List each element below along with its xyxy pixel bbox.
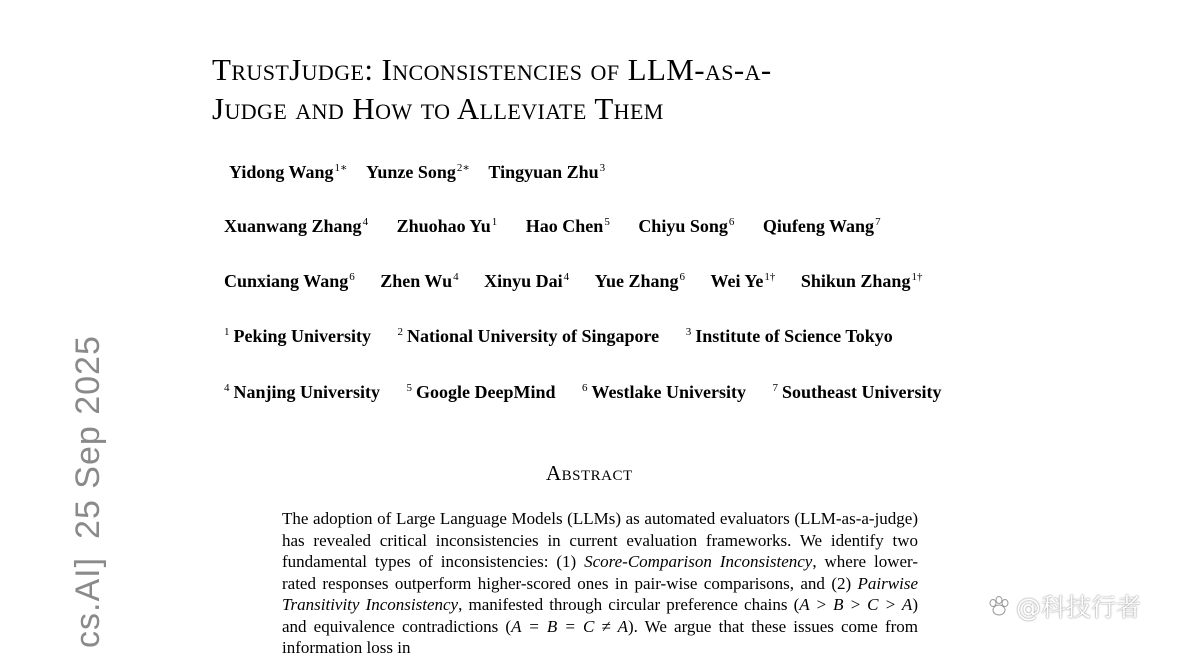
author: Hao Chen$^5$: [525, 216, 610, 236]
author: Qiufeng Wang$^7$: [762, 216, 881, 236]
affiliation: $^4$ Nanjing University: [224, 382, 381, 402]
authors-row-3: [224, 271, 922, 292]
affiliations-row-1: [224, 326, 893, 347]
author: Wei $Ye^{1\dagger}$: [710, 271, 776, 291]
author: Xuanwang Zhang$^4$: [224, 216, 369, 236]
author: Cunxiang Wang$^6$: [224, 271, 355, 291]
author: Shikun Zhang$^{1\dagger}$: [800, 271, 923, 291]
authors-row-1: [229, 161, 605, 183]
affiliations-row-2: [224, 382, 942, 403]
math-expression: A = B = C ≠ A: [511, 616, 628, 636]
arxiv-category: cs.AI]: [69, 556, 107, 648]
affiliation: $^1$ Peking University: [224, 326, 371, 346]
paper-title: [212, 50, 1012, 128]
abstract-term: Pairwise Transitivity Inconsistency: [282, 573, 918, 614]
author: Yue Zhang$^6$: [594, 271, 686, 291]
watermark-text: @科技行者: [1016, 593, 1142, 622]
affiliation: $^2$ National University of Singapore: [397, 326, 660, 346]
arxiv-date: 25 Sep 2025: [69, 335, 107, 539]
affiliation: $^3$ Institute of Science Tokyo: [685, 326, 893, 346]
author: Zhen Wu$^4$: [380, 271, 459, 291]
author: Yidong Wang$^{1∗}$: [229, 162, 348, 182]
watermark: [986, 588, 1141, 624]
abstract-heading: Abstract: [546, 461, 633, 485]
paw-icon: [986, 595, 1014, 617]
author: Xinyu Dai$^4$: [484, 271, 570, 291]
paper-title-line-2: Judge and How to Alleviate Them: [212, 91, 664, 126]
author: Zhuohao Yu$^1$: [396, 216, 498, 236]
arxiv-stamp: [68, 335, 108, 648]
affiliation: $^5$ Google DeepMind: [406, 382, 556, 402]
abstract-text: The adoption of Large Language Models (LLMs) as automated evaluators (LLM-as-a-judge) has revealed critical inconsistencies in current evaluation frameworks. We identify two fundamental types of inconsistencies: (1) Score-Comparison Inconsistency, where lower-rated responses outperform higher-scored ones in pair-wise comparisons, and (2) Pairwise Transitivity Inconsistency, manifested through circular preference chains (A > B > C > A) and equivalence contradictions (A = B = C ≠ A). We argue that these issues come from information loss in: [282, 509, 918, 657]
math-expression: A > B > C > A: [799, 595, 913, 614]
affiliation: $^6$ Westlake University: [582, 382, 747, 402]
author: Yunze Song$^{2∗}$: [366, 162, 470, 182]
paper-title-line-1: TrustJudge: Inconsistencies of LLM-as-a-: [212, 52, 772, 87]
affiliation: $^7$ Southeast University: [772, 382, 942, 402]
author: Tingyuan Zhu$^3$: [488, 162, 606, 182]
abstract-term: Score-Comparison Inconsistency: [584, 552, 813, 571]
authors-row-2: [224, 216, 881, 237]
author: Chiyu Song$^6$: [638, 216, 735, 236]
